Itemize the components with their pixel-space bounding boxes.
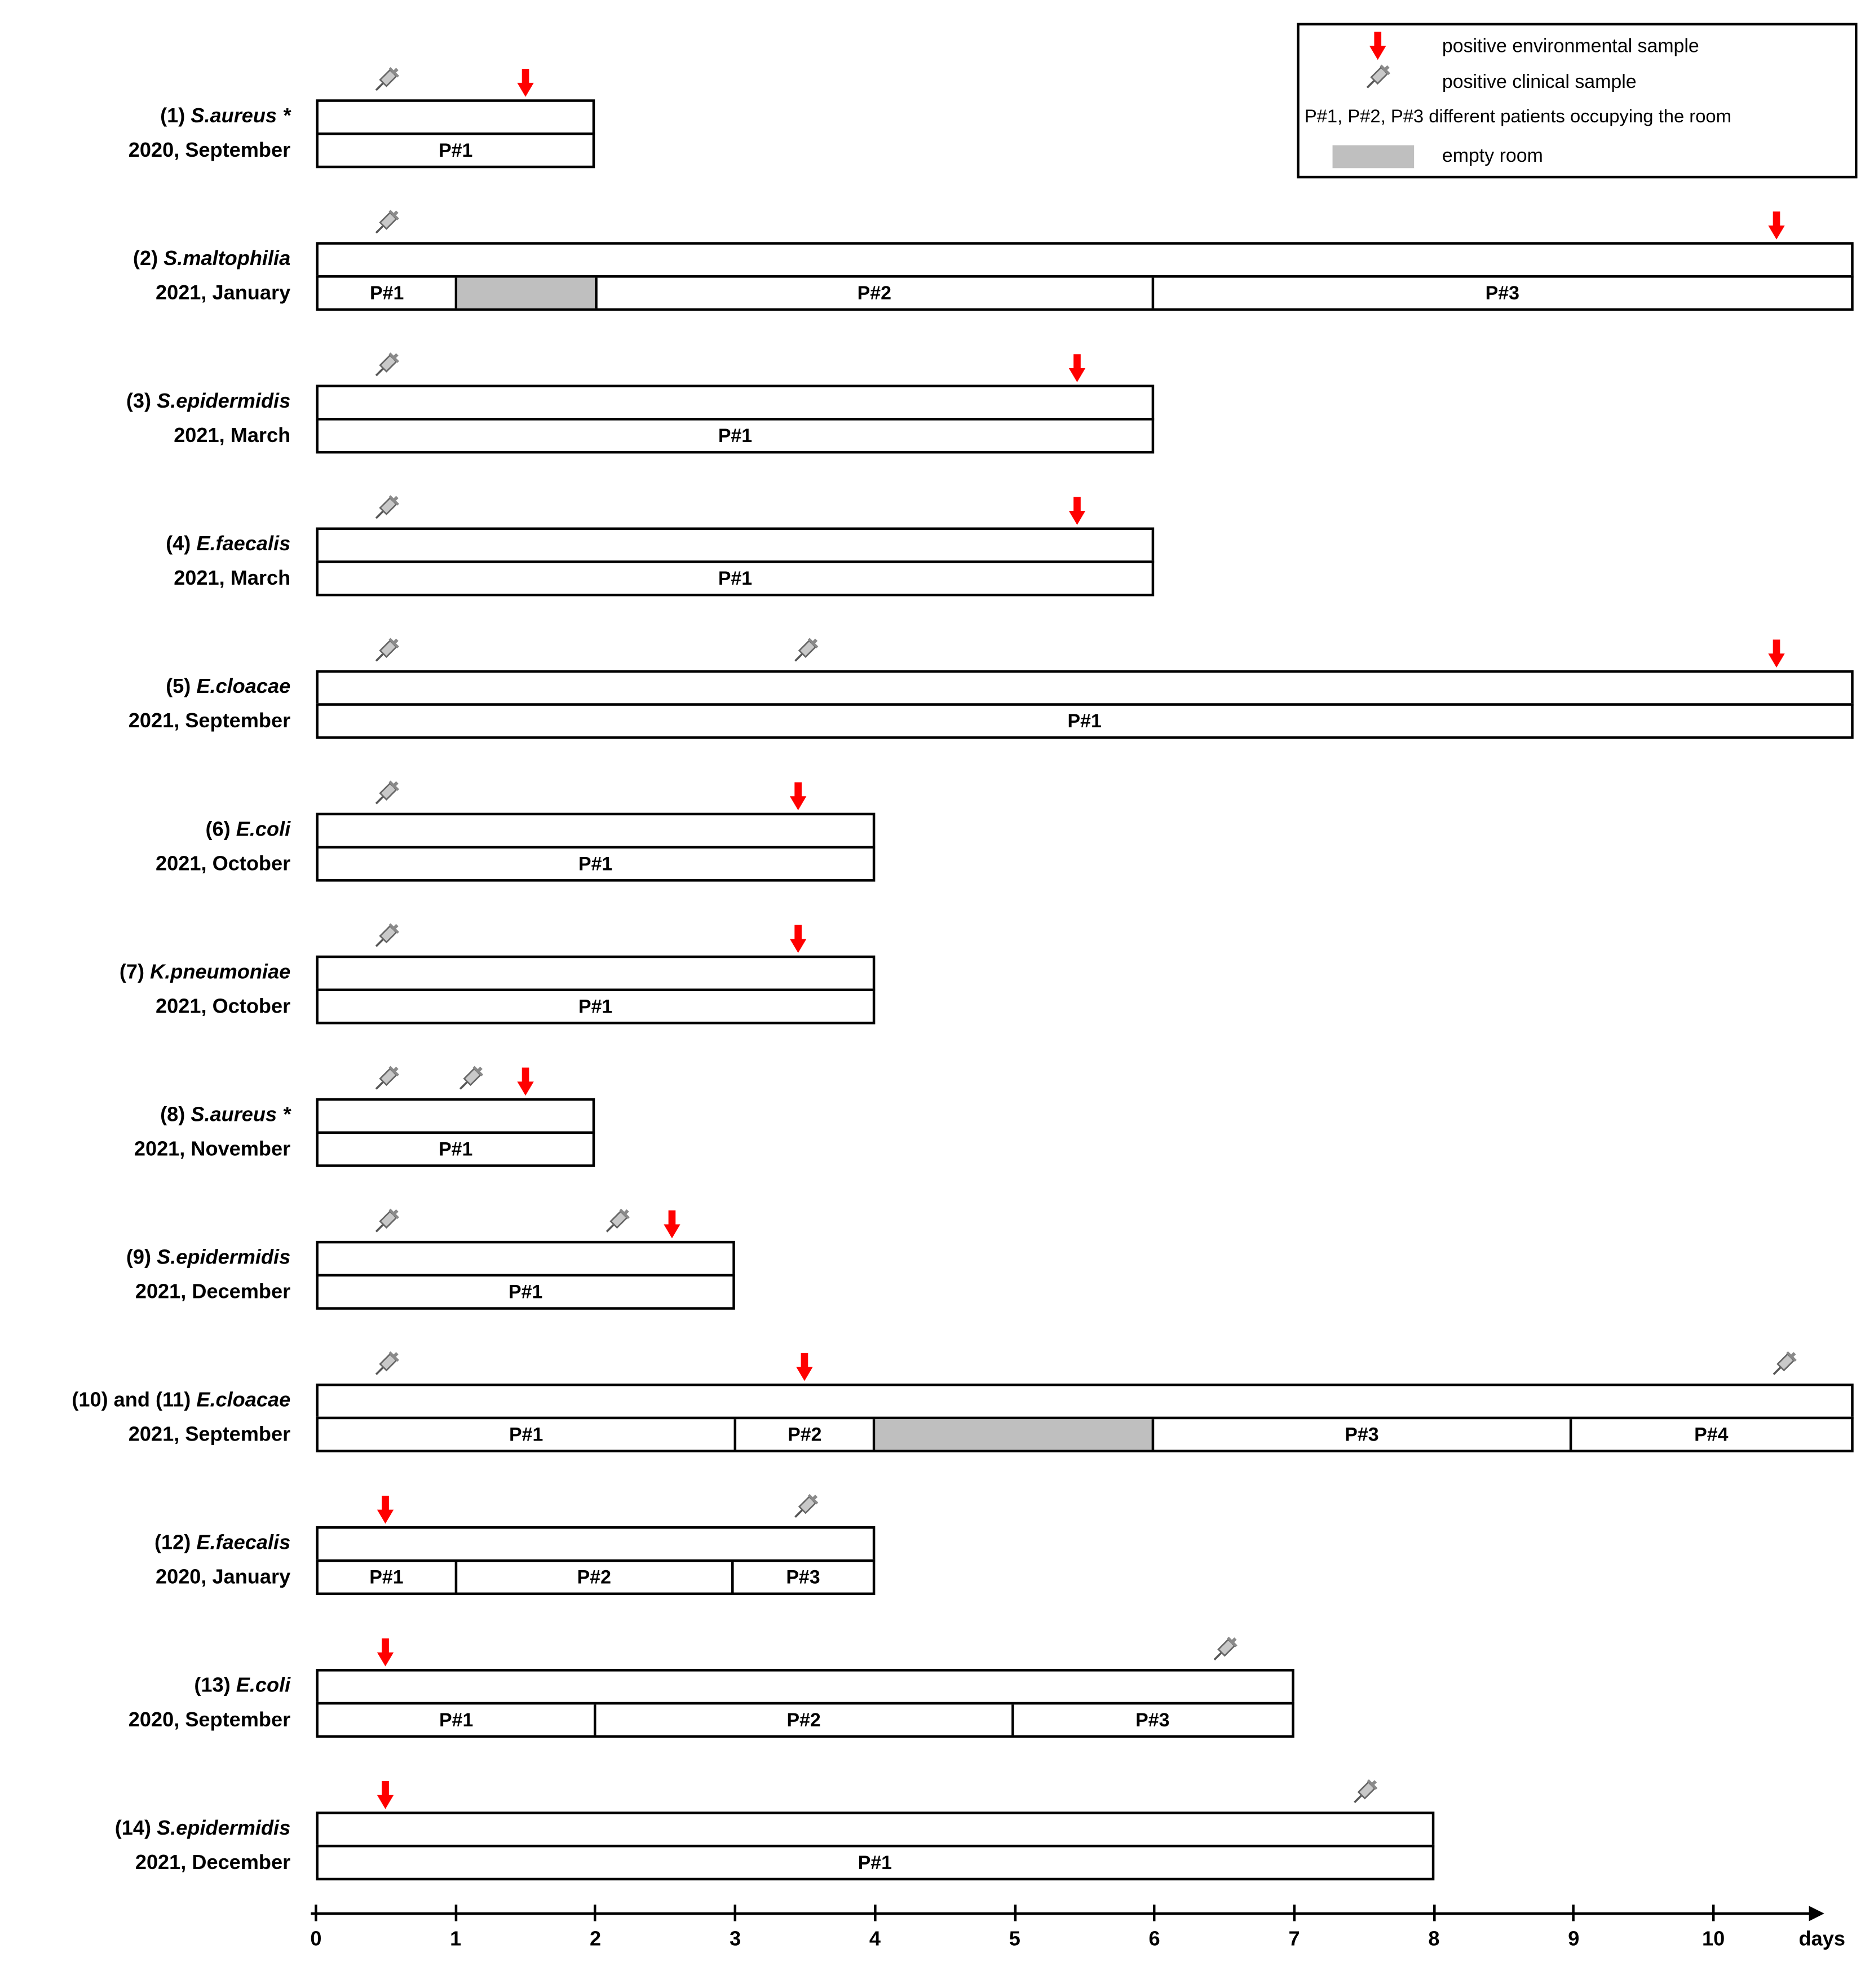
patient-label: P#1 <box>439 139 473 161</box>
patient-label: P#1 <box>509 1281 543 1303</box>
case-date: 2020, September <box>128 1709 291 1731</box>
axis-tick-label: 10 <box>1702 1929 1725 1951</box>
patient-label: P#2 <box>788 1424 822 1446</box>
case-number: (10) and (11) <box>72 1390 191 1412</box>
patient-label: P#2 <box>577 1566 612 1588</box>
axis-tick-label: 8 <box>1428 1929 1440 1951</box>
axis-unit-label: days <box>1798 1929 1845 1951</box>
case-date: 2021, October <box>156 996 291 1018</box>
case-number: (12) <box>154 1532 191 1554</box>
patient-label: P#1 <box>718 425 753 447</box>
case-species: S.epidermidis <box>157 1818 291 1840</box>
axis-tick <box>734 1905 737 1921</box>
axis-tick <box>1153 1905 1156 1921</box>
patient-label: P#2 <box>857 282 891 304</box>
axis-tick <box>454 1905 457 1921</box>
axis-tick-label: 9 <box>1568 1929 1580 1951</box>
case-species: S.aureus * <box>191 105 291 127</box>
case-species: E.faecalis <box>196 1532 291 1554</box>
axis-tick <box>1572 1905 1575 1921</box>
patient-label: P#1 <box>1067 710 1102 732</box>
patient-label: P#1 <box>439 1138 473 1160</box>
axis-tick-label: 5 <box>1009 1929 1020 1951</box>
case-species: K.pneumoniae <box>150 961 291 984</box>
patient-label: P#1 <box>578 852 613 875</box>
axis-tick-label: 6 <box>1148 1929 1160 1951</box>
axis-tick-label: 2 <box>590 1929 602 1951</box>
case-date: 2021, November <box>134 1139 291 1161</box>
patient-label: P#2 <box>786 1709 821 1731</box>
case-species: S.maltophilia <box>163 248 291 271</box>
patient-label: P#3 <box>1485 282 1519 304</box>
legend-environmental-label: positive environmental sample <box>1442 36 1699 58</box>
axis-tick-label: 7 <box>1288 1929 1300 1951</box>
legend-clinical-label: positive clinical sample <box>1442 71 1637 93</box>
case-number: (7) <box>119 961 145 984</box>
case-number: (6) <box>205 819 231 841</box>
axis-tick <box>315 1905 317 1921</box>
case-date: 2021, December <box>135 1852 291 1874</box>
case-date: 2021, September <box>128 1424 291 1446</box>
patient-label: P#3 <box>1135 1709 1170 1731</box>
case-number: (2) <box>132 248 158 271</box>
case-number: (14) <box>114 1818 152 1840</box>
case-number: (3) <box>126 391 152 413</box>
case-date: 2021, October <box>156 853 291 876</box>
case-number: (1) <box>160 105 185 127</box>
patient-label: P#1 <box>718 567 753 590</box>
patient-label: P#3 <box>1345 1424 1379 1446</box>
axis-tick-label: 0 <box>310 1929 322 1951</box>
axis-tick <box>1433 1905 1435 1921</box>
axis-tick <box>874 1905 877 1921</box>
case-date: 2020, January <box>155 1567 291 1589</box>
case-date: 2021, September <box>128 710 291 733</box>
case-species: E.cloacae <box>196 676 291 699</box>
axis-tick <box>1293 1905 1296 1921</box>
case-species: S.aureus * <box>191 1105 291 1126</box>
patient-label: P#1 <box>509 1424 543 1446</box>
case-number: (4) <box>166 533 191 556</box>
axis-tick-label: 1 <box>450 1929 462 1951</box>
axis-arrowhead <box>1809 1906 1824 1921</box>
case-species: S.epidermidis <box>157 1247 291 1269</box>
legend-empty-room-label: empty room <box>1442 145 1543 167</box>
case-date: 2021, March <box>174 568 291 590</box>
case-species: E.cloacae <box>196 1390 291 1412</box>
patient-label: P#1 <box>439 1709 474 1731</box>
patient-label: P#1 <box>858 1852 892 1874</box>
case-number: (5) <box>166 676 191 699</box>
axis-tick <box>1712 1905 1715 1921</box>
patient-label: P#3 <box>786 1566 820 1588</box>
case-date: 2021, March <box>174 425 291 448</box>
case-species: E.coli <box>236 1675 291 1697</box>
case-species: E.faecalis <box>196 533 291 556</box>
patient-label: P#4 <box>1694 1424 1729 1446</box>
patient-label: P#1 <box>369 282 404 304</box>
case-species: S.epidermidis <box>157 391 291 413</box>
axis-tick <box>1014 1905 1017 1921</box>
axis-line <box>311 1912 1811 1915</box>
case-date: 2021, December <box>135 1282 291 1304</box>
patient-label: P#1 <box>578 995 613 1018</box>
axis-tick <box>594 1905 597 1921</box>
patient-label: P#1 <box>369 1566 404 1588</box>
case-date: 2020, September <box>128 140 291 162</box>
legend-patients-label: P#1, P#2, P#3 different patients occupying the room <box>1304 107 1731 127</box>
case-number: (9) <box>126 1247 152 1269</box>
case-date: 2021, January <box>155 282 291 305</box>
axis-tick-label: 4 <box>869 1929 881 1951</box>
case-number: (13) <box>194 1675 231 1697</box>
case-number: (8) <box>160 1105 185 1126</box>
axis-tick-label: 3 <box>729 1929 741 1951</box>
case-species: E.coli <box>236 819 291 841</box>
